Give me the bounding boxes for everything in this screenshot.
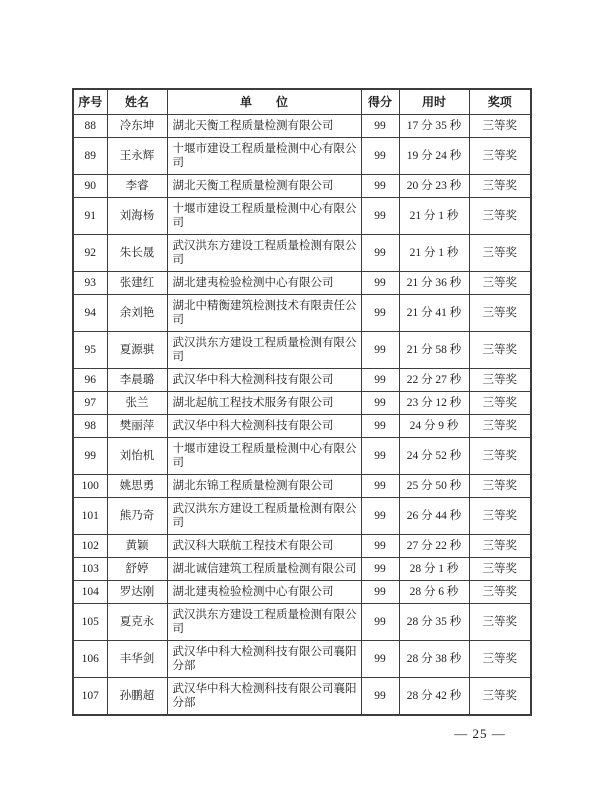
header-time: 用时 [399,89,469,115]
cell-no: 107 [73,678,107,716]
cell-unit: 湖北建夷检验检测中心有限公司 [167,581,361,604]
cell-time: 27 分 22 秒 [399,535,469,558]
cell-name: 姚思勇 [107,475,167,498]
table-row [73,175,531,198]
table-row [73,332,531,369]
cell-name: 李晨璐 [107,369,167,392]
cell-no: 93 [73,272,107,295]
awards-table-header [73,89,531,115]
cell-name: 张建红 [107,272,167,295]
cell-time: 17 分 35 秒 [399,115,469,138]
cell-name: 樊丽萍 [107,415,167,438]
cell-unit: 武汉洪东方建设工程质量检测有限公司 [167,604,361,641]
cell-name: 孙鹏超 [107,678,167,716]
cell-score: 99 [361,332,399,369]
cell-name: 朱长晟 [107,235,167,272]
cell-time: 25 分 50 秒 [399,475,469,498]
cell-unit: 十堰市建设工程质量检测中心有限公司 [167,438,361,475]
cell-time: 21 分 58 秒 [399,332,469,369]
cell-score: 99 [361,604,399,641]
awards-table-body [73,115,531,716]
cell-award: 三等奖 [469,678,531,716]
cell-score: 99 [361,475,399,498]
cell-no: 89 [73,138,107,175]
cell-no: 101 [73,498,107,535]
header-row [73,89,531,115]
table-row [73,581,531,604]
cell-no: 102 [73,535,107,558]
cell-award: 三等奖 [469,535,531,558]
cell-time: 20 分 23 秒 [399,175,469,198]
cell-award: 三等奖 [469,198,531,235]
cell-time: 26 分 44 秒 [399,498,469,535]
cell-time: 21 分 41 秒 [399,295,469,332]
cell-score: 99 [361,581,399,604]
cell-award: 三等奖 [469,604,531,641]
cell-time: 23 分 12 秒 [399,392,469,415]
cell-no: 88 [73,115,107,138]
cell-award: 三等奖 [469,392,531,415]
cell-no: 92 [73,235,107,272]
cell-award: 三等奖 [469,332,531,369]
cell-unit: 武汉洪东方建设工程质量检测有限公司 [167,332,361,369]
cell-score: 99 [361,678,399,716]
cell-time: 19 分 24 秒 [399,138,469,175]
cell-unit: 湖北天衡工程质量检测有限公司 [167,175,361,198]
cell-score: 99 [361,198,399,235]
cell-unit: 武汉华中科大检测科技有限公司襄阳分部 [167,641,361,678]
cell-name: 冷东坤 [107,115,167,138]
cell-name: 王永辉 [107,138,167,175]
cell-score: 99 [361,438,399,475]
table-row [73,678,531,716]
cell-score: 99 [361,369,399,392]
cell-award: 三等奖 [469,138,531,175]
table-row [73,235,531,272]
cell-unit: 武汉华中科大检测科技有限公司襄阳分部 [167,678,361,716]
cell-name: 夏克永 [107,604,167,641]
table-row [73,272,531,295]
cell-name: 黄颖 [107,535,167,558]
cell-score: 99 [361,235,399,272]
table-row [73,604,531,641]
footer-page-number: — 25 — [454,726,506,741]
table-row [73,498,531,535]
cell-award: 三等奖 [469,175,531,198]
cell-award: 三等奖 [469,235,531,272]
cell-no: 106 [73,641,107,678]
cell-no: 94 [73,295,107,332]
cell-time: 21 分 1 秒 [399,198,469,235]
cell-award: 三等奖 [469,272,531,295]
cell-unit: 湖北天衡工程质量检测有限公司 [167,115,361,138]
cell-score: 99 [361,535,399,558]
cell-name: 熊乃奇 [107,498,167,535]
cell-unit: 十堰市建设工程质量检测中心有限公司 [167,138,361,175]
cell-unit: 湖北中精衡建筑检测技术有限责任公司 [167,295,361,332]
cell-award: 三等奖 [469,581,531,604]
cell-time: 28 分 1 秒 [399,558,469,581]
cell-award: 三等奖 [469,498,531,535]
cell-award: 三等奖 [469,295,531,332]
cell-no: 103 [73,558,107,581]
table-row [73,415,531,438]
awards-table [72,88,532,716]
table-row [73,475,531,498]
cell-no: 105 [73,604,107,641]
cell-name: 舒婷 [107,558,167,581]
cell-name: 丰华剑 [107,641,167,678]
cell-no: 91 [73,198,107,235]
cell-award: 三等奖 [469,369,531,392]
cell-unit: 湖北诚信建筑工程质量检测有限公司 [167,558,361,581]
cell-unit: 武汉洪东方建设工程质量检测有限公司 [167,235,361,272]
cell-score: 99 [361,392,399,415]
table-row [73,438,531,475]
cell-score: 99 [361,415,399,438]
header-award: 奖项 [469,89,531,115]
cell-name: 罗达刚 [107,581,167,604]
header-unit: 单 位 [167,89,361,115]
cell-name: 刘海杨 [107,198,167,235]
table-row [73,641,531,678]
cell-award: 三等奖 [469,415,531,438]
cell-award: 三等奖 [469,438,531,475]
header-name: 姓名 [107,89,167,115]
table-row [73,392,531,415]
cell-score: 99 [361,295,399,332]
table-row [73,138,531,175]
cell-name: 夏源骐 [107,332,167,369]
cell-score: 99 [361,175,399,198]
cell-unit: 湖北建夷检验检测中心有限公司 [167,272,361,295]
cell-name: 张兰 [107,392,167,415]
cell-time: 24 分 52 秒 [399,438,469,475]
cell-name: 刘怡机 [107,438,167,475]
cell-no: 99 [73,438,107,475]
header-score: 得分 [361,89,399,115]
cell-score: 99 [361,498,399,535]
cell-no: 104 [73,581,107,604]
cell-no: 96 [73,369,107,392]
cell-unit: 十堰市建设工程质量检测中心有限公司 [167,198,361,235]
cell-time: 28 分 6 秒 [399,581,469,604]
cell-no: 100 [73,475,107,498]
cell-unit: 湖北起航工程技术服务有限公司 [167,392,361,415]
table-row [73,369,531,392]
cell-score: 99 [361,558,399,581]
cell-no: 95 [73,332,107,369]
cell-time: 22 分 27 秒 [399,369,469,392]
cell-unit: 武汉科大联航工程技术有限公司 [167,535,361,558]
cell-unit: 武汉华中科大检测科技有限公司 [167,369,361,392]
cell-time: 21 分 1 秒 [399,235,469,272]
cell-score: 99 [361,272,399,295]
table-row [73,535,531,558]
table-row [73,115,531,138]
cell-name: 余刘艳 [107,295,167,332]
cell-unit: 武汉洪东方建设工程质量检测有限公司 [167,498,361,535]
cell-time: 28 分 35 秒 [399,604,469,641]
table-row [73,198,531,235]
table-row [73,558,531,581]
cell-time: 24 分 9 秒 [399,415,469,438]
cell-award: 三等奖 [469,558,531,581]
cell-time: 28 分 38 秒 [399,641,469,678]
cell-name: 李睿 [107,175,167,198]
cell-award: 三等奖 [469,475,531,498]
cell-no: 98 [73,415,107,438]
cell-no: 90 [73,175,107,198]
cell-no: 97 [73,392,107,415]
cell-score: 99 [361,641,399,678]
cell-unit: 武汉华中科大检测科技有限公司 [167,415,361,438]
cell-unit: 湖北东锦工程质量检测有限公司 [167,475,361,498]
cell-time: 21 分 36 秒 [399,272,469,295]
cell-time: 28 分 42 秒 [399,678,469,716]
cell-award: 三等奖 [469,641,531,678]
table-row [73,295,531,332]
cell-award: 三等奖 [469,115,531,138]
cell-score: 99 [361,115,399,138]
cell-score: 99 [361,138,399,175]
header-no: 序号 [73,89,107,115]
